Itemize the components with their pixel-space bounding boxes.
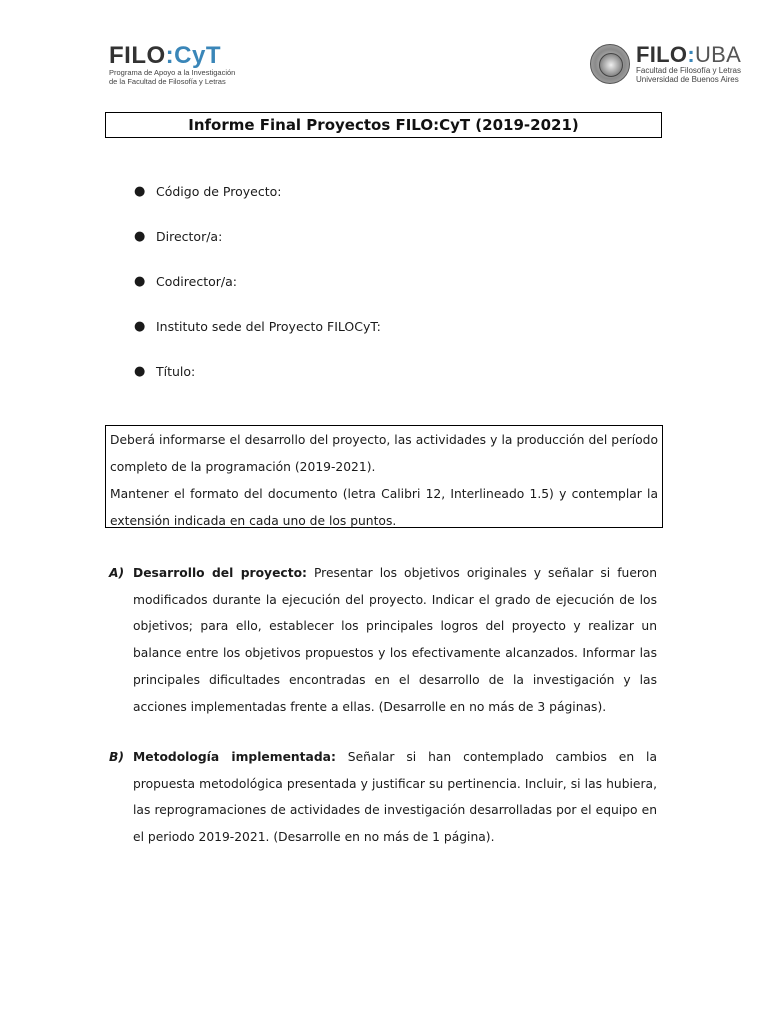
filouba-brand-accent: UBA <box>694 42 742 67</box>
filouba-brand-main: FILO <box>636 42 688 67</box>
section-a <box>109 560 657 720</box>
section-a-heading: Desarrollo del proyecto: <box>133 566 307 580</box>
bullet-icon: ● <box>134 364 146 379</box>
field-label-director: Director/a: <box>156 229 223 244</box>
filocyt-subtitle-2: de la Facultad de Filosofía y Letras <box>109 77 226 86</box>
filocyt-brand-accent: CyT <box>174 42 221 69</box>
section-b-letter: B) <box>109 750 124 764</box>
filocyt-brand <box>109 44 235 68</box>
section-b-heading: Metodología implementada: <box>133 750 336 764</box>
filocyt-subtitle-1: Programa de Apoyo a la Investigación <box>109 68 236 77</box>
bullet-icon: ● <box>134 229 146 244</box>
field-label-code: Código de Proyecto: <box>156 184 282 199</box>
list-item <box>134 183 381 228</box>
list-item <box>134 363 381 408</box>
list-item <box>134 318 381 363</box>
field-label-codirector: Codirector/a: <box>156 274 237 289</box>
field-label-institute: Instituto sede del Proyecto FILOCyT: <box>156 319 381 334</box>
bullet-icon: ● <box>134 274 146 289</box>
document-title: Informe Final Proyectos FILO:CyT (2019-2021) <box>188 116 579 134</box>
filouba-logo <box>590 44 741 84</box>
section-b <box>109 744 657 851</box>
section-b-body <box>133 744 657 851</box>
section-a-body <box>133 560 657 720</box>
filocyt-logo <box>109 44 235 86</box>
filocyt-brand-main: FILO <box>109 42 166 69</box>
field-label-title: Título: <box>156 364 196 379</box>
instructions-box <box>105 425 663 528</box>
filouba-brand-sep: : <box>687 42 695 67</box>
project-fields-list <box>134 183 381 408</box>
filouba-brand <box>636 44 741 66</box>
filouba-subtitle-1: Facultad de Filosofía y Letras <box>636 66 741 75</box>
section-a-letter: A) <box>109 566 125 580</box>
list-item <box>134 273 381 318</box>
filouba-subtitle-2: Universidad de Buenos Aires <box>636 75 739 84</box>
university-seal-icon <box>590 44 630 84</box>
filocyt-brand-sep: : <box>165 42 175 69</box>
document-title-box <box>105 112 662 138</box>
list-item <box>134 228 381 273</box>
instructions-line-1: Deberá informarse el desarrollo del proyecto, las actividades y la producción del período completo de la programación (2019-2021). <box>110 433 658 474</box>
section-a-text: Presentar los objetivos originales y señalar si fueron modificados durante la ejecución del proyecto. Indicar el grado de ejecución de los objetivos; para ello, establecer los principales logros del proyecto y realizar un balance entre los objetivos propuestos y los efectivamente alcanzados. Informar las principales dificultades encontradas en el desarrollo de la investigación y las acciones implementadas frente a ellas. (Desarrolle en no más de 3 páginas). <box>133 566 657 714</box>
section-b-text: Señalar si han contemplado cambios en la propuesta metodológica presentada y justificar su pertinencia. Incluir, si las hubiera, las reprogramaciones de actividades de investigación desarrolladas por el equipo en el periodo 2019-2021. (Desarrolle en no más de 1 página). <box>133 750 657 845</box>
instructions-line-2: Mantener el formato del documento (letra Calibri 12, Interlineado 1.5) y contemplar la extensión indicada en cada uno de los puntos. <box>110 487 658 528</box>
bullet-icon: ● <box>134 319 146 334</box>
bullet-icon: ● <box>134 184 146 199</box>
